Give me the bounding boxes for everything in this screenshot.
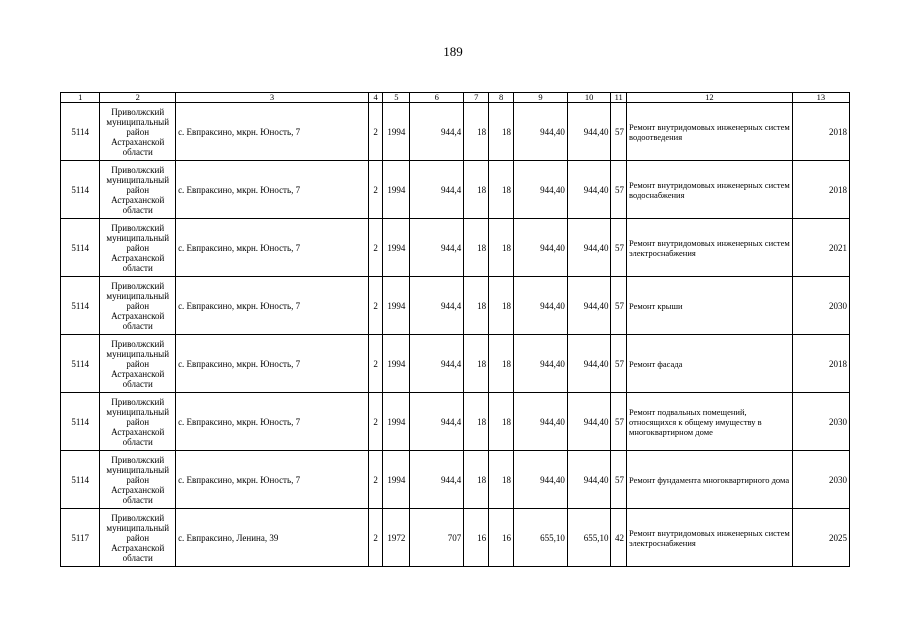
municipality-cell: Приволжский муниципальный район Астраханской области	[100, 219, 176, 277]
living-area-cell: 944,40	[567, 393, 611, 451]
header-cell-11: 11	[611, 93, 627, 103]
header-cell-13: 13	[792, 93, 849, 103]
header-cell-8: 8	[489, 93, 514, 103]
planned-year-cell: 2030	[792, 393, 849, 451]
residential-units-cell: 18	[489, 277, 514, 335]
work-type-cell: Ремонт внутридомовых инженерных систем электроснабжения	[626, 219, 792, 277]
living-area-cell: 944,40	[567, 219, 611, 277]
municipality-cell: Приволжский муниципальный район Астраханской области	[100, 509, 176, 567]
municipality-cell: Приволжский муниципальный район Астраханской области	[100, 277, 176, 335]
id-cell: 5114	[61, 219, 100, 277]
id-cell: 5114	[61, 103, 100, 161]
year-built-cell: 1994	[383, 103, 410, 161]
work-type-cell: Ремонт внутридомовых инженерных систем водоснабжения	[626, 161, 792, 219]
apartments-cell: 18	[464, 161, 489, 219]
apartments-cell: 18	[464, 277, 489, 335]
floors-cell: 2	[368, 335, 383, 393]
id-cell: 5117	[61, 509, 100, 567]
year-built-cell: 1972	[383, 509, 410, 567]
header-cell-3: 3	[176, 93, 369, 103]
address-cell: с. Евпраксино, мкрн. Юность, 7	[176, 277, 369, 335]
header-row	[61, 93, 850, 103]
residents-cell: 57	[611, 451, 627, 509]
total-area-cell: 944,4	[410, 277, 464, 335]
table-row	[61, 335, 850, 393]
floors-cell: 2	[368, 277, 383, 335]
residential-units-cell: 18	[489, 393, 514, 451]
residential-area-cell: 944,40	[514, 219, 568, 277]
floors-cell: 2	[368, 509, 383, 567]
header-cell-2: 2	[100, 93, 176, 103]
table-row	[61, 451, 850, 509]
residential-area-cell: 944,40	[514, 161, 568, 219]
living-area-cell: 944,40	[567, 277, 611, 335]
planned-year-cell: 2018	[792, 103, 849, 161]
municipality-cell: Приволжский муниципальный район Астраханской области	[100, 335, 176, 393]
residents-cell: 57	[611, 393, 627, 451]
work-type-cell: Ремонт фундамента многоквартирного дома	[626, 451, 792, 509]
id-cell: 5114	[61, 277, 100, 335]
total-area-cell: 944,4	[410, 393, 464, 451]
header-cell-4: 4	[368, 93, 383, 103]
total-area-cell: 944,4	[410, 103, 464, 161]
page-number: 189	[443, 44, 463, 59]
table-row	[61, 393, 850, 451]
year-built-cell: 1994	[383, 277, 410, 335]
year-built-cell: 1994	[383, 335, 410, 393]
header-cell-7: 7	[464, 93, 489, 103]
planned-year-cell: 2021	[792, 219, 849, 277]
municipality-cell: Приволжский муниципальный район Астраханской области	[100, 103, 176, 161]
floors-cell: 2	[368, 393, 383, 451]
municipality-cell: Приволжский муниципальный район Астраханской области	[100, 393, 176, 451]
municipality-cell: Приволжский муниципальный район Астраханской области	[100, 451, 176, 509]
total-area-cell: 707	[410, 509, 464, 567]
apartments-cell: 18	[464, 219, 489, 277]
table-row	[61, 161, 850, 219]
table-row	[61, 219, 850, 277]
year-built-cell: 1994	[383, 451, 410, 509]
residential-units-cell: 16	[489, 509, 514, 567]
residents-cell: 57	[611, 103, 627, 161]
work-type-cell: Ремонт внутридомовых инженерных систем электроснабжения	[626, 509, 792, 567]
year-built-cell: 1994	[383, 393, 410, 451]
residential-units-cell: 18	[489, 161, 514, 219]
address-cell: с. Евпраксино, мкрн. Юность, 7	[176, 393, 369, 451]
header-cell-12: 12	[626, 93, 792, 103]
living-area-cell: 944,40	[567, 335, 611, 393]
living-area-cell: 944,40	[567, 451, 611, 509]
living-area-cell: 944,40	[567, 103, 611, 161]
floors-cell: 2	[368, 103, 383, 161]
work-type-cell: Ремонт подвальных помещений, относящихся к общему имуществу в многоквартирном доме	[626, 393, 792, 451]
year-built-cell: 1994	[383, 219, 410, 277]
residential-area-cell: 944,40	[514, 335, 568, 393]
residential-units-cell: 18	[489, 103, 514, 161]
planned-year-cell: 2030	[792, 277, 849, 335]
apartments-cell: 18	[464, 103, 489, 161]
id-cell: 5114	[61, 393, 100, 451]
header-cell-1: 1	[61, 93, 100, 103]
address-cell: с. Евпраксино, мкрн. Юность, 7	[176, 219, 369, 277]
work-type-cell: Ремонт внутридомовых инженерных систем водоотведения	[626, 103, 792, 161]
address-cell: с. Евпраксино, мкрн. Юность, 7	[176, 161, 369, 219]
total-area-cell: 944,4	[410, 161, 464, 219]
id-cell: 5114	[61, 451, 100, 509]
total-area-cell: 944,4	[410, 219, 464, 277]
year-built-cell: 1994	[383, 161, 410, 219]
floors-cell: 2	[368, 161, 383, 219]
residents-cell: 57	[611, 219, 627, 277]
header-cell-5: 5	[383, 93, 410, 103]
residential-units-cell: 18	[489, 219, 514, 277]
residential-area-cell: 944,40	[514, 393, 568, 451]
address-cell: с. Евпраксино, мкрн. Юность, 7	[176, 335, 369, 393]
residents-cell: 42	[611, 509, 627, 567]
work-type-cell: Ремонт фасада	[626, 335, 792, 393]
total-area-cell: 944,4	[410, 335, 464, 393]
apartments-cell: 18	[464, 393, 489, 451]
planned-year-cell: 2018	[792, 161, 849, 219]
living-area-cell: 655,10	[567, 509, 611, 567]
floors-cell: 2	[368, 219, 383, 277]
floors-cell: 2	[368, 451, 383, 509]
address-cell: с. Евпраксино, Ленина, 39	[176, 509, 369, 567]
id-cell: 5114	[61, 161, 100, 219]
residential-area-cell: 944,40	[514, 451, 568, 509]
table-row	[61, 277, 850, 335]
table-row	[61, 103, 850, 161]
residential-area-cell: 944,40	[514, 277, 568, 335]
repair-registry-table	[60, 92, 850, 567]
apartments-cell: 16	[464, 509, 489, 567]
residents-cell: 57	[611, 161, 627, 219]
apartments-cell: 18	[464, 335, 489, 393]
residential-units-cell: 18	[489, 335, 514, 393]
residents-cell: 57	[611, 335, 627, 393]
residential-area-cell: 655,10	[514, 509, 568, 567]
planned-year-cell: 2025	[792, 509, 849, 567]
residents-cell: 57	[611, 277, 627, 335]
residential-units-cell: 18	[489, 451, 514, 509]
work-type-cell: Ремонт крыши	[626, 277, 792, 335]
id-cell: 5114	[61, 335, 100, 393]
address-cell: с. Евпраксино, мкрн. Юность, 7	[176, 451, 369, 509]
planned-year-cell: 2018	[792, 335, 849, 393]
table-row	[61, 509, 850, 567]
header-cell-6: 6	[410, 93, 464, 103]
apartments-cell: 18	[464, 451, 489, 509]
planned-year-cell: 2030	[792, 451, 849, 509]
total-area-cell: 944,4	[410, 451, 464, 509]
residential-area-cell: 944,40	[514, 103, 568, 161]
municipality-cell: Приволжский муниципальный район Астраханской области	[100, 161, 176, 219]
living-area-cell: 944,40	[567, 161, 611, 219]
address-cell: с. Евпраксино, мкрн. Юность, 7	[176, 103, 369, 161]
header-cell-10: 10	[567, 93, 611, 103]
header-cell-9: 9	[514, 93, 568, 103]
